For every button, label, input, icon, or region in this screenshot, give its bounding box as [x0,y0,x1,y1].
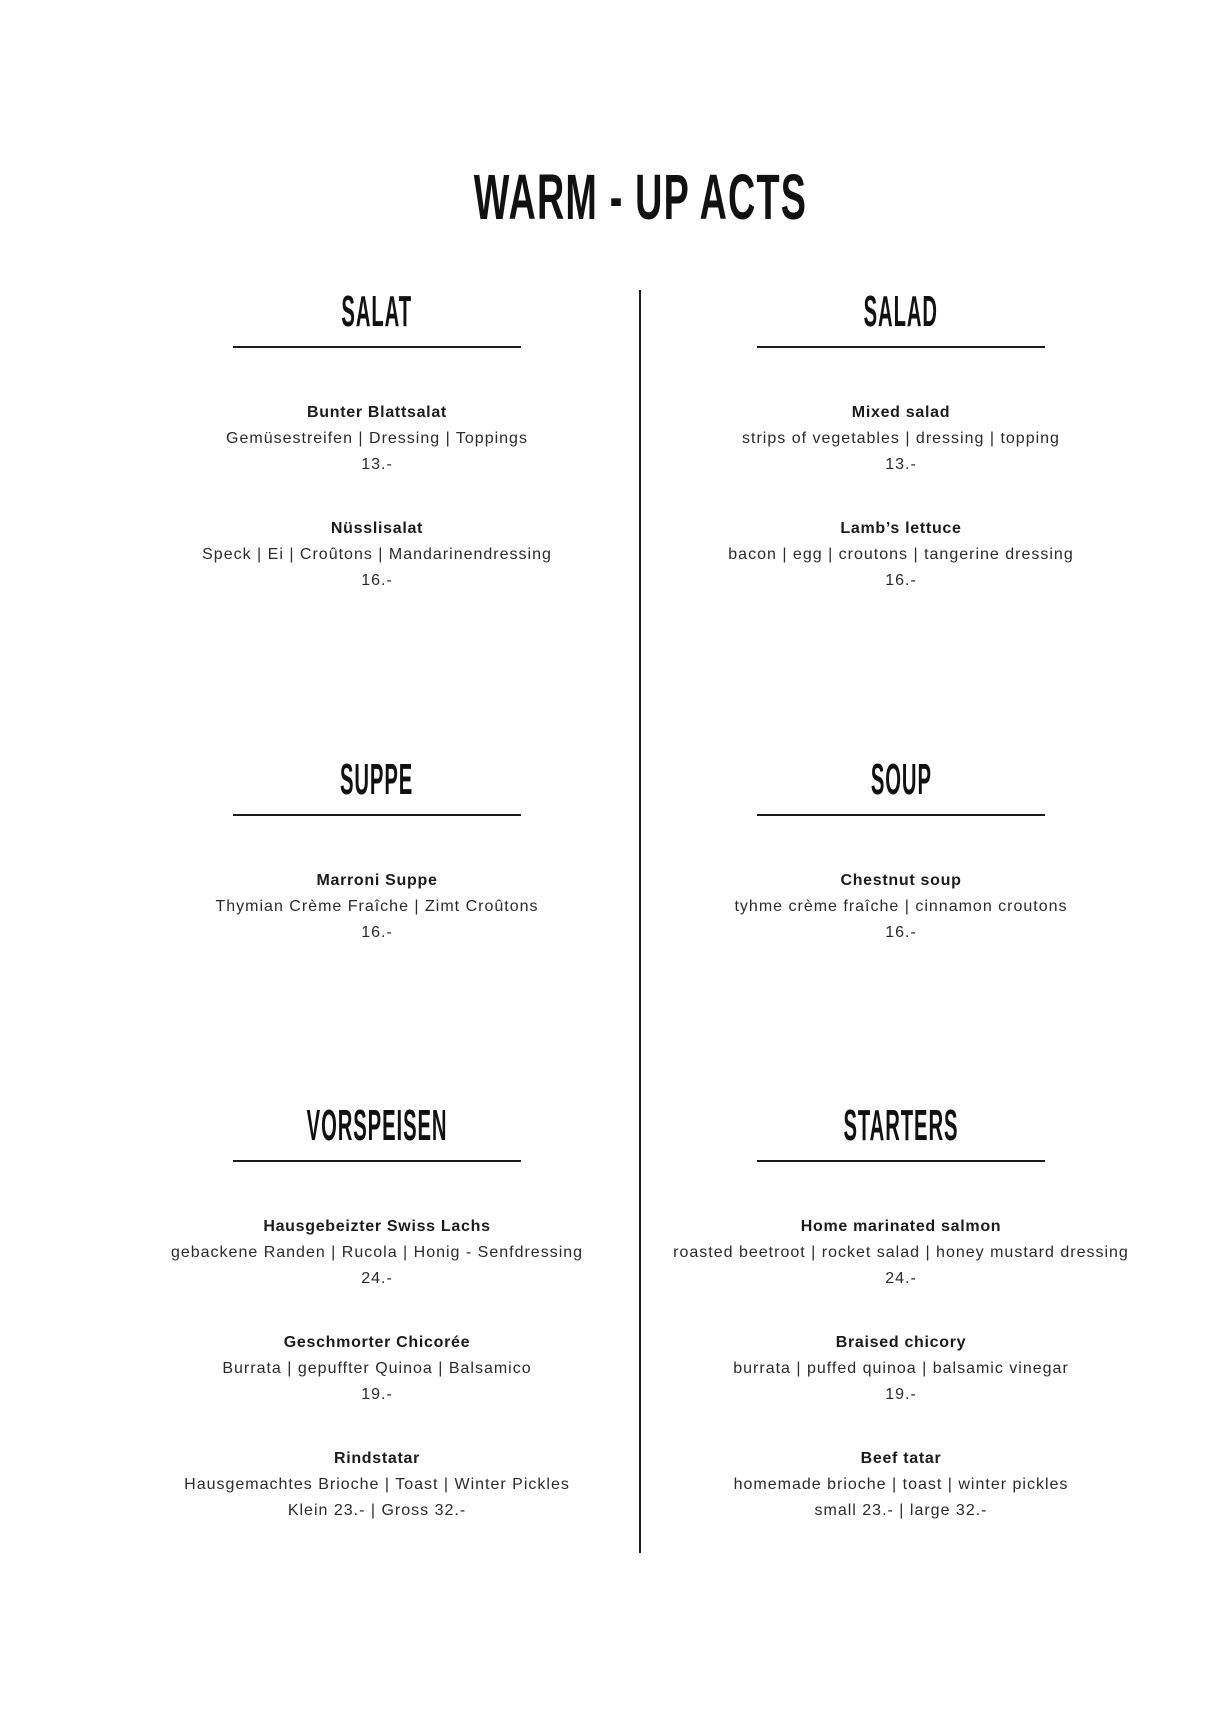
section-starters [651,1101,1151,1524]
item-price: 16.- [361,572,393,589]
menu-item [127,400,627,478]
heading-underline [233,1160,521,1162]
item-name: Mixed salad [851,404,951,421]
item-price: 19.- [361,1386,393,1403]
menu-item [127,868,627,946]
item-name: Bunter Blattsalat [307,404,447,421]
item-description: bacon | egg | croutons | tangerine dressing [728,546,1074,563]
section-heading-wrap [127,755,627,804]
section-heading-wrap [127,1101,627,1150]
item-description: Burrata | gepuffter Quinoa | Balsamico [222,1360,532,1377]
section-salat [127,287,627,594]
menu-item [651,400,1151,478]
item-price: 16.- [885,924,917,941]
item-price: Klein 23.- | Gross 32.- [287,1502,467,1519]
item-price: 16.- [885,572,917,589]
item-description: Hausgemachtes Brioche | Toast | Winter Pickles [184,1476,570,1493]
page-title-wrap [340,160,940,233]
item-description: burrata | puffed quinoa | balsamic vinegar [733,1360,1069,1377]
item-price: 13.- [361,456,393,473]
items-list [651,400,1151,594]
section-salad [651,287,1151,594]
section-suppe [127,755,627,946]
section-soup [651,755,1151,946]
item-name: Chestnut soup [840,872,962,889]
column-divider [639,290,641,1553]
item-name: Rindstatar [333,1450,421,1467]
menu-item [127,1446,627,1524]
item-description: roasted beetroot | rocket salad | honey mustard dressing [673,1244,1129,1261]
heading-underline [233,346,521,348]
menu-item [127,1214,627,1292]
menu-item [651,1214,1151,1292]
items-list [651,1214,1151,1524]
item-description: gebackene Randen | Rucola | Honig - Senfdressing [170,1244,584,1261]
section-heading-wrap [651,755,1151,804]
menu-item [651,1330,1151,1408]
item-price: 24.- [361,1270,393,1287]
item-name: Marroni Suppe [316,872,438,889]
section-vorspeisen [127,1101,627,1524]
section-heading: STARTERS [843,1101,959,1150]
items-list [651,868,1151,946]
item-price: 19.- [885,1386,917,1403]
item-name: Nüsslisalat [330,520,424,537]
item-name: Lamb’s lettuce [840,520,962,537]
section-heading: VORSPEISEN [306,1101,448,1150]
section-heading-wrap [651,287,1151,336]
section-heading-wrap [651,1101,1151,1150]
heading-underline [757,346,1045,348]
menu-item [651,516,1151,594]
menu-item [127,1330,627,1408]
menu-item [127,516,627,594]
item-description: Gemüsestreifen | Dressing | Toppings [226,430,528,447]
items-list [127,868,627,946]
heading-underline [233,814,521,816]
item-name: Hausgebeizter Swiss Lachs [263,1218,491,1235]
items-list [127,400,627,594]
item-description: Thymian Crème Fraîche | Zimt Croûtons [215,898,539,915]
item-name: Geschmorter Chicorée [283,1334,471,1351]
section-heading: SALAT [341,287,413,336]
item-price: 24.- [885,1270,917,1287]
section-heading: SOUP [870,755,932,804]
menu-item [651,868,1151,946]
section-heading: SUPPE [340,755,414,804]
section-heading: SALAD [863,287,939,336]
section-heading-wrap [127,287,627,336]
item-description: homemade brioche | toast | winter pickles [733,1476,1069,1493]
page-title: WARM - UP ACTS [473,160,807,233]
item-price: 13.- [885,456,917,473]
item-name: Beef tatar [860,1450,942,1467]
menu-item [651,1446,1151,1524]
item-description: strips of vegetables | dressing | topping [742,430,1060,447]
item-description: Speck | Ei | Croûtons | Mandarinendressing [202,546,552,563]
item-description: tyhme crème fraîche | cinnamon croutons [734,898,1068,915]
heading-underline [757,814,1045,816]
item-name: Braised chicory [835,1334,967,1351]
item-price: 16.- [361,924,393,941]
item-name: Home marinated salmon [800,1218,1002,1235]
items-list [127,1214,627,1524]
heading-underline [757,1160,1045,1162]
item-price: small 23.- | large 32.- [814,1502,988,1519]
